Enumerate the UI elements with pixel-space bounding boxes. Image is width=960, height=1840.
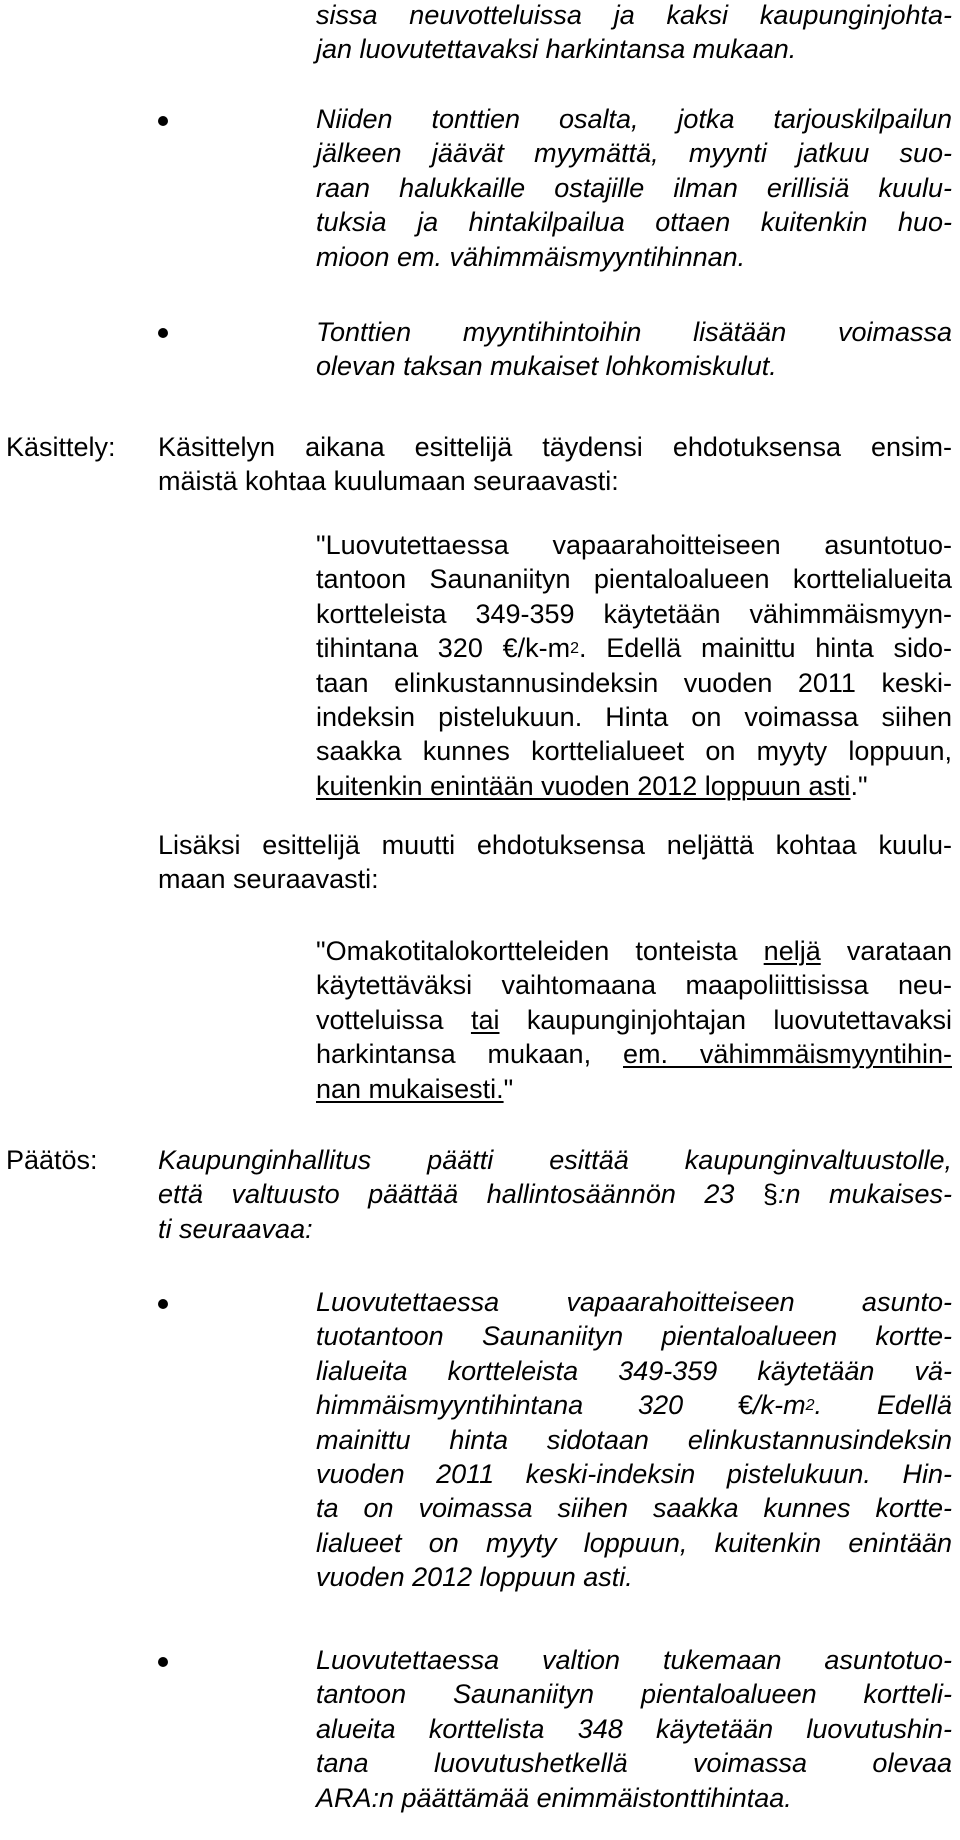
section-sign: § [762,1179,778,1210]
euro-sign: € [502,633,518,664]
text-line [158,1177,952,1211]
paatos-label: Päätös: [6,1145,98,1175]
text-line: tuotantoon Saunaniityn pientaloalueen kortte- [316,1321,952,1352]
text-line [316,1037,952,1071]
text-line: Lisäksi esittelijä muutti ehdotuksensa neljättä kohtaa kuulu- [158,830,952,860]
kasittely-label: Käsittely: [6,432,116,462]
text-line: ta on voimassa siihen saakka kunnes kortte- [316,1493,952,1524]
text-line: tuksia ja hintakilpailua ottaen kuitenkin huo- [316,207,952,238]
text-fragment: ." [850,770,868,801]
text-line [316,1072,952,1106]
text-line: lialueet on myyty loppuun, kuitenkin enintään [316,1527,952,1558]
text-line: käytettäväksi vaihtomaana maapoliittisissa neu- [316,970,952,1001]
decision-bullet-state-supported [316,1643,952,1815]
text-line: Kaupunginhallitus päätti esittää kaupunginvaltuustolle, [158,1145,952,1175]
text-line: tantoon Saunaniityn pientaloalueen korttelialueita [316,564,952,595]
text-fragment: " [503,1073,514,1104]
text-line [316,1003,952,1037]
bullet-icon [158,328,168,338]
text-line: mioon em. vähimmäismyyntihinnan. [316,241,746,272]
text-line: indeksin pistelukuun. Hinta on voimassa siihen [316,702,952,733]
decision-bullet-free-financed [316,1285,952,1595]
text-line: tana luovutushetkellä voimassa olevaa [316,1748,952,1779]
text-line: vuoden 2012 loppuun asti. [316,1562,633,1593]
underlined-text: neljä [763,936,821,966]
text-fragment: . Edellä [814,1390,952,1421]
text-fragment: /k-m [753,1390,806,1421]
text-fragment: :n mukaises- [777,1179,952,1210]
text-line: taan elinkustannusindeksin vuoden 2011 keski- [316,667,952,698]
kasittely-intro [158,430,952,499]
superscript: 2 [570,640,579,658]
text-line: Luovutettaessa valtion tukemaan asuntotuo- [316,1645,952,1675]
bullet-text-surveying-costs [316,315,952,384]
text-fragment: himmäismyyntihintana 320 [316,1390,739,1421]
text-fragment: että valtuusto päättää hallintosäännön 23 [158,1179,763,1210]
bullet-icon [158,1299,168,1309]
text-line: jälkeen jäävät myymättä, myynti jatkuu suo- [316,138,952,169]
kasittely-addition [158,828,952,897]
text-line: ti seuraavaa: [158,1213,313,1244]
text-line: ARA:n päättämää enimmäistonttihintaa. [316,1782,792,1813]
superscript: 2 [805,1397,815,1415]
text-line: sissa neuvotteluissa ja kaksi kaupunginjohta- [316,0,952,30]
quote-price-amendment [316,528,952,803]
text-fragment: tihintana 320 [316,633,503,664]
text-line: vuoden 2011 keski-indeksin pistelukuun. Hin- [316,1459,952,1490]
text-line: mainittu hinta sidotaan elinkustannusindeksin [316,1424,952,1455]
text-line: raan halukkaille ostajille ilman erillisiä kuulu- [316,172,952,203]
underlined-text: em. vähimmäismyyntihin- [623,1039,952,1070]
text-line: olevan taksan mukaiset lohkomiskulut. [316,351,777,382]
text-fragment: varataan [846,936,952,966]
text-fragment: harkintansa mukaan, [316,1039,623,1070]
text-fragment: . Edellä mainittu hinta sido- [578,633,952,664]
bullet-icon [158,1657,168,1667]
underlined-text: nan mukaisesti. [316,1073,504,1104]
text-line: alueita korttelista 348 käytetään luovutushin- [316,1713,952,1744]
text-line [316,631,952,665]
text-line: saakka kunnes korttelialueet on myyty loppuun, [316,736,952,767]
text-line: Käsittelyn aikana esittelijä täydensi ehdotuksensa ensim- [158,432,952,462]
text-line [316,1388,952,1422]
text-line: Niiden tonttien osalta, jotka tarjouskilpailun [316,104,952,134]
underlined-text: kuitenkin enintään vuoden 2012 loppuun asti [316,770,851,801]
text-line: Tonttien myyntihintoihin lisätään voimassa [316,317,952,347]
text-line: Luovutettaessa vapaarahoitteiseen asunto- [316,1287,952,1317]
paatos-intro [158,1143,952,1246]
text-fragment: "Omakotitalokortteleiden tonteista [316,936,764,966]
text-line: maan seuraavasti: [158,864,379,895]
text-line: tantoon Saunaniityn pientaloalueen kortteli- [316,1679,952,1710]
quote-reserved-plots [316,934,952,1106]
text-fragment: /k-m [517,633,571,664]
text-line: kortteleista 349-359 käytetään vähimmäismyyn- [316,598,952,629]
underlined-text: tai [470,1004,500,1035]
text-line: jan luovutettavaksi harkintansa mukaan. [316,34,797,65]
bullet-text-unsold-plots [316,102,952,274]
text-line [316,769,952,803]
continued-paragraph [316,0,952,67]
text-line: mäistä kohtaa kuulumaan seuraavasti: [158,466,619,497]
text-fragment: kaupunginjohtajan luovutettavaksi [526,1004,952,1035]
text-line: lialueita kortteleista 349-359 käytetään vä- [316,1355,952,1386]
euro-sign: € [738,1390,754,1421]
text-fragment: votteluissa [316,1004,471,1035]
text-line [316,934,952,968]
text-line: "Luovutettaessa vapaarahoitteiseen asuntotuo- [316,530,952,560]
bullet-icon [158,116,168,126]
